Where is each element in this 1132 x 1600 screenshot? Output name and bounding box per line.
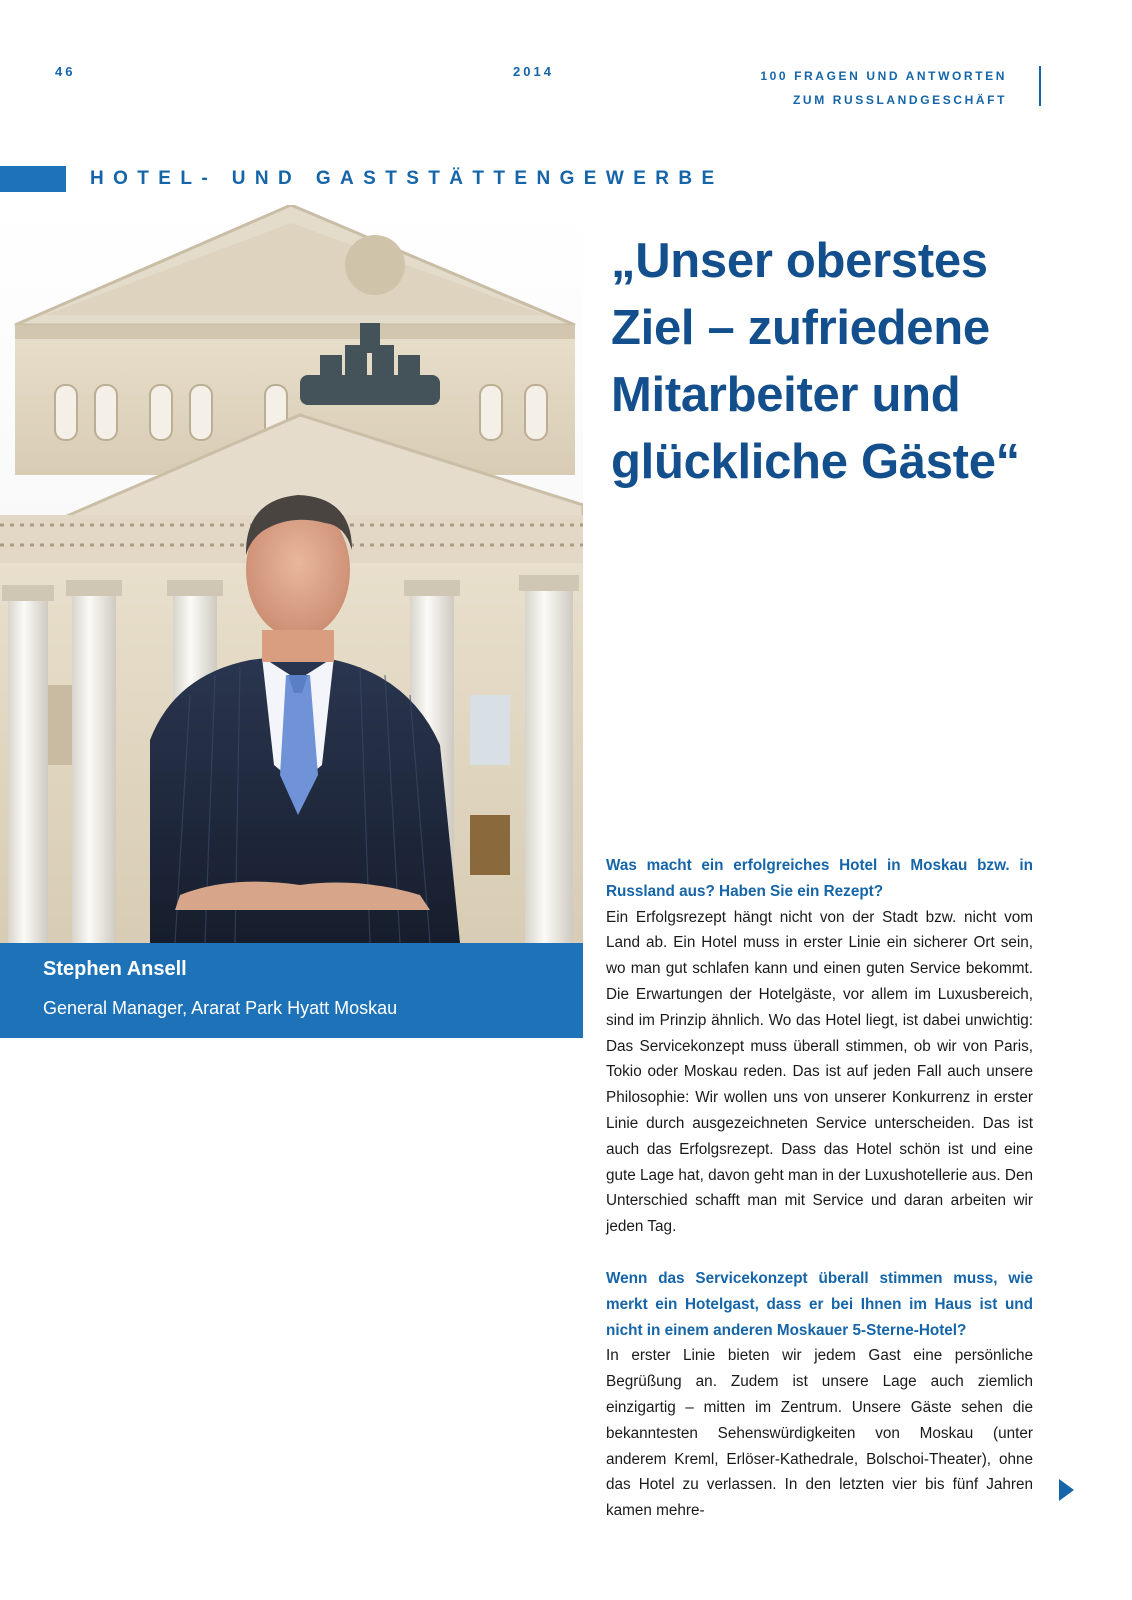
- question-2: Wenn das Servicekonzept überall stimmen muss, wie merkt ein Hotelgast, dass er bei Ihnen im Haus ist und nicht in einem anderen Moskauer 5-Sterne-Hotel?: [606, 1269, 1033, 1339]
- photo-caption: [0, 943, 583, 1038]
- answer-1: Ein Erfolgsrezept hängt nicht von der Stadt bzw. nicht vom Land ab. Ein Hotel muss in erster Linie ein sicherer Ort sein, wo man gut schlafen kann und einen guten Service bekommt. Die Erwartungen der Hotelgäste, vor allem im Luxusbereich, sind im Prinzip ähnlich. Wo das Hotel liegt, ist dabei unwichtig: Das Servicekonzept muss überall stimmen, ob wir von Paris, Tokio oder Moskau reden. Das ist auf jeden Fall auch unsere Philosophie: Wir wollen uns von unserer Konkurrenz in erster Linie durch ausgezeichneten Service unterscheiden. Das ist auch das Erfolgsrezept. Dass das Hotel schön ist und eine gute Lage hat, davon geht man in der Luxushotellerie aus. Den Unterschied schafft man mit Service und daran arbeiten wir jeden Tag.: [606, 908, 1033, 1236]
- series-title: [760, 64, 1007, 112]
- page-number: 46: [55, 64, 76, 79]
- headline: „Unser oberstes Ziel – zufriedene Mitarbeiter und glückliche Gäste“: [611, 234, 1020, 489]
- answer-2: In erster Linie bieten wir jedem Gast eine persönliche Begrüßung an. Zudem ist unsere Lage auch ziemlich einzigartig – mitten im Zentrum. Unsere Gäste sehen die bekanntesten Sehenswürdigkeiten von Moskau (unter anderem Kreml, Erlöser-Kathedrale, Bolschoi-Theater), ohne das Hotel zu verlassen. In den letzten vier bis fünf Jahren kamen mehre-: [606, 1347, 1033, 1520]
- triangle-right-icon[interactable]: [1059, 1479, 1074, 1501]
- publication-year: 2014: [513, 64, 554, 79]
- question-1: Was macht ein erfolgreiches Hotel in Moskau bzw. in Russland aus? Haben Sie ein Rezept?: [606, 857, 1033, 900]
- series-title-line2: ZUM RUSSLANDGESCHÄFT: [793, 93, 1007, 107]
- series-title-line1: 100 FRAGEN UND ANTWORTEN: [760, 69, 1007, 83]
- person-name: Stephen Ansell: [43, 958, 187, 980]
- portrait-photo: [0, 205, 583, 943]
- section-marker: [0, 166, 66, 192]
- header-divider: [1039, 66, 1041, 106]
- person-role: General Manager, Ararat Park Hyatt Moskau: [43, 998, 398, 1018]
- section-title: HOTEL- UND GASTSTÄTTENGEWERBE: [90, 168, 724, 189]
- interview-body: [606, 853, 1033, 1524]
